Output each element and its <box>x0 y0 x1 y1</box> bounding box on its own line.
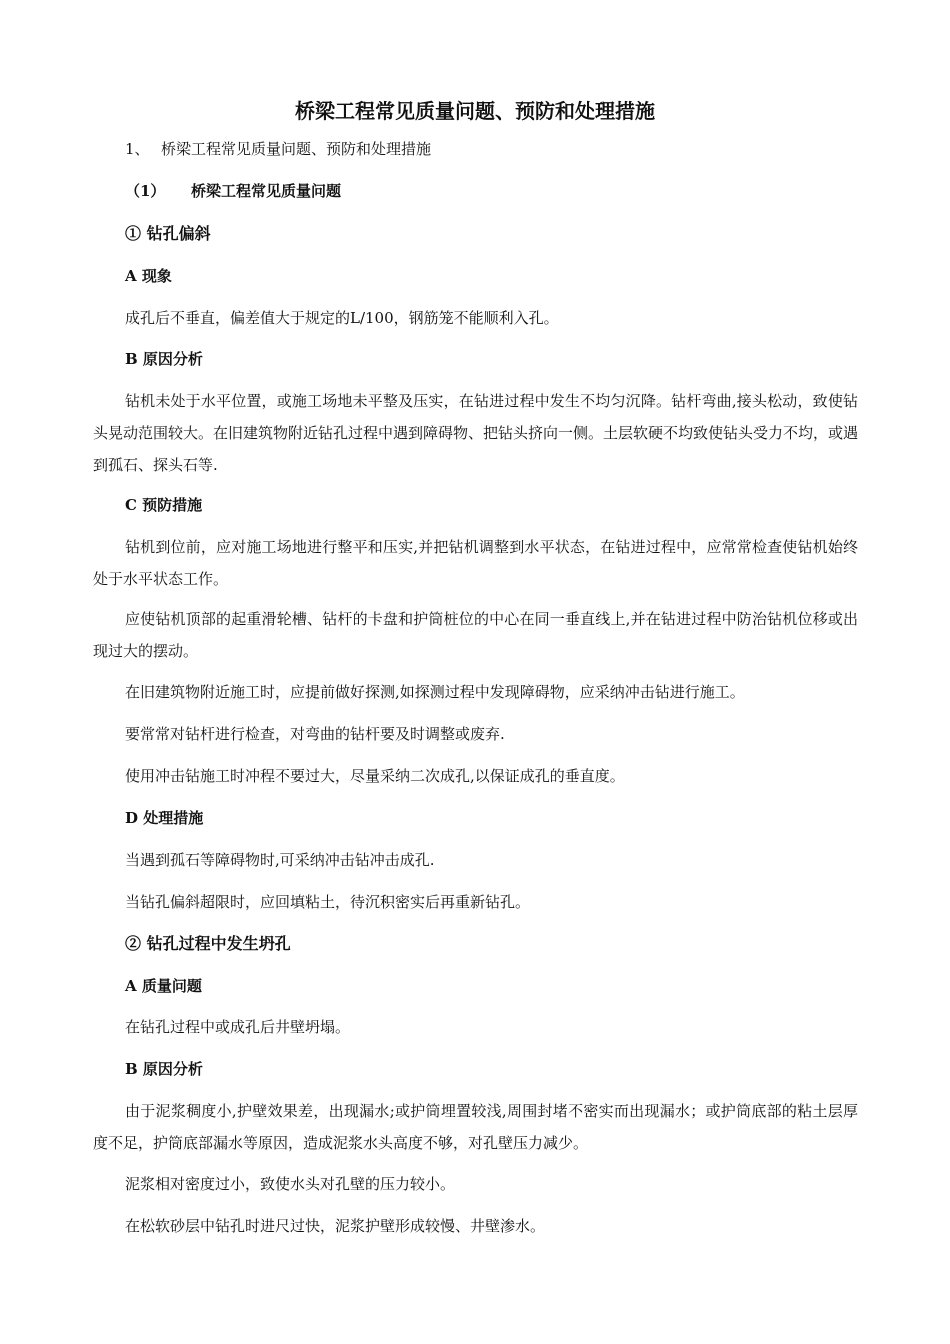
paragraph-a-phenomenon: 成孔后不垂直，偏差值大于规定的L/100，钢筋笼不能顺利入孔。 <box>125 309 559 327</box>
paragraph-b-cause-2-1: 由于泥浆稠度小,护壁效果差，出现漏水;或护筒埋置较浅,周围封堵不密实而出现漏水；或护筒底部的粘土层厚度不足，护筒底部漏水等原因，造成泥浆水头高度不够，对孔壁压力减少。 <box>93 1102 858 1152</box>
paragraph-d-treatment-2: 当钻孔偏斜超限时，应回填粘土，待沉积密实后再重新钻孔。 <box>125 893 531 911</box>
section-number: 1、 <box>125 140 150 158</box>
paragraph-a-quality-issue: 在钻孔过程中或成孔后井壁坍塌。 <box>125 1018 351 1036</box>
subsection-heading-1 <box>125 180 341 202</box>
paragraph-c-prevention-2: 应使钻机顶部的起重滑轮槽、钻杆的卡盘和护筒桩位的中心在同一垂直线上,并在钻进过程中防治钻机位移或出现过大的摆动。 <box>93 610 858 660</box>
paragraph-d-treatment-1: 当遇到孤石等障碍物时,可采纳冲击钻冲击成孔. <box>125 851 435 869</box>
paragraph-c-prevention-3: 在旧建筑物附近施工时，应提前做好探测,如探测过程中发现障碍物，应采纳冲击钻进行施工。 <box>125 683 745 701</box>
heading-c-prevention: C 预防措施 <box>125 496 203 514</box>
paragraph-b-cause-2-2: 泥浆相对密度过小，致使水头对孔壁的压力较小。 <box>125 1175 456 1193</box>
paragraph-c-prevention-4: 要常常对钻杆进行检查，对弯曲的钻杆要及时调整或废弃. <box>125 725 505 743</box>
heading-a-quality-issue: A 质量问题 <box>125 977 202 995</box>
item-heading-drill-deviation: ① 钻孔偏斜 <box>125 224 211 243</box>
heading-b-cause: B 原因分析 <box>125 350 203 368</box>
heading-b-cause-2: B 原因分析 <box>125 1060 203 1078</box>
subsection-number: （1） <box>125 182 166 200</box>
paragraph-b-cause: 钻机未处于水平位置，或施工场地未平整及压实，在钻进过程中发生不均匀沉降。钻杆弯曲,接头松动，致使钻头晃动范围较大。在旧建筑物附近钻孔过程中遇到障碍物、把钻头挤向一侧。土层软硬不均致使钻头受力不均，或遇到孤石、探头石等. <box>93 392 859 474</box>
document-title: 桥梁工程常见质量问题、预防和处理措施 <box>295 99 655 123</box>
section-text: 桥梁工程常见质量问题、预防和处理措施 <box>161 140 432 158</box>
paragraph-c-prevention-5: 使用冲击钻施工时冲程不要过大，尽量采纳二次成孔,以保证成孔的垂直度。 <box>125 767 625 785</box>
item-heading-hole-collapse: ② 钻孔过程中发生坍孔 <box>125 934 291 953</box>
subsection-text: 桥梁工程常见质量问题 <box>191 182 342 200</box>
paragraph-c-prevention-1: 钻机到位前，应对施工场地进行整平和压实,并把钻机调整到水平状态，在钻进过程中，应常常检查使钻机始终处于水平状态工作。 <box>93 538 858 588</box>
heading-a-phenomenon: A 现象 <box>125 267 172 285</box>
paragraph-b-cause-2-3: 在松软砂层中钻孔时进尺过快，泥浆护壁形成较慢、井壁渗水。 <box>125 1217 546 1235</box>
heading-d-treatment: D 处理措施 <box>125 809 204 827</box>
section-heading-1 <box>125 138 431 160</box>
